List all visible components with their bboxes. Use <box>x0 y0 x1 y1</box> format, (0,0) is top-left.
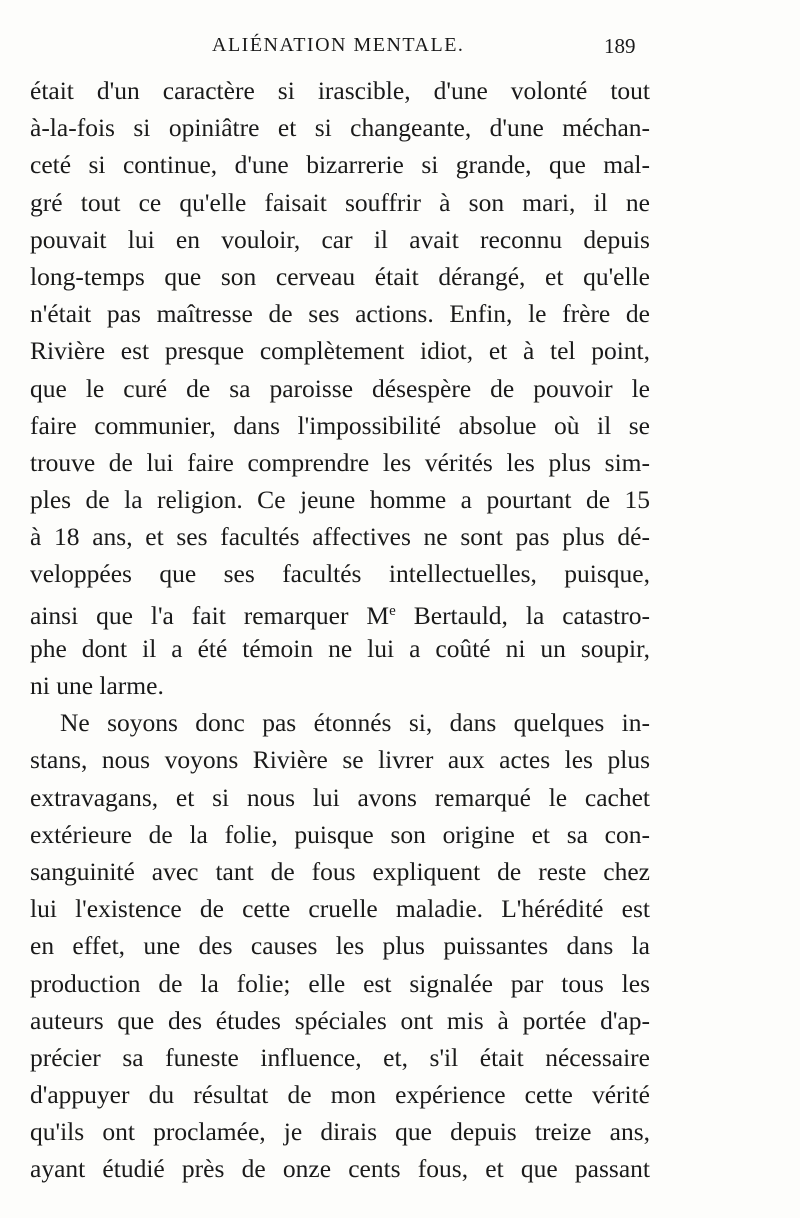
text-segment: Bertauld, la catastro- <box>395 600 650 630</box>
body-text <box>30 72 650 1188</box>
text-line: d'appuyer du résultat de mon expérience cette vérité <box>30 1080 650 1110</box>
text-line: extérieure de la folie, puisque son origine et sa con- <box>30 819 650 849</box>
text-line: extravagans, et si nous lui avons remarqué le cachet <box>30 782 650 812</box>
running-title: ALIÉNATION MENTALE. <box>212 34 465 56</box>
paragraph-2 <box>30 704 650 1187</box>
text-line: ceté si continue, d'une bizarrerie si grande, que mal- <box>30 150 650 180</box>
running-head <box>0 28 800 64</box>
text-line: était d'un caractère si irascible, d'une volonté tout <box>30 76 650 105</box>
text-line: n'était pas maîtresse de ses actions. Enfin, le frère de <box>30 299 650 329</box>
text-segment: ainsi que l'a fait remarquer M <box>30 600 390 630</box>
text-line: en effet, une des causes les plus puissantes dans la <box>30 931 650 961</box>
text-line: trouve de lui faire comprendre les vérités les plus sim- <box>30 447 650 477</box>
text-line: auteurs que des études spéciales ont mis à portée d'ap- <box>30 1005 650 1035</box>
text-line: ayant étudié près de onze cents fous, et que passant <box>30 1154 650 1184</box>
paragraph-1 <box>30 72 650 704</box>
text-line: ples de la religion. Ce jeune homme a pourtant de 15 <box>30 485 650 515</box>
text-line: pouvait lui en vouloir, car il avait reconnu depuis <box>30 224 650 254</box>
text-line: Rivière est presque complètement idiot, et à tel point, <box>30 336 650 366</box>
text-line: faire communier, dans l'impossibilité absolue où il se <box>30 410 650 440</box>
text-line: production de la folie; elle est signalée par tous les <box>30 968 650 998</box>
text-line: qu'ils ont proclamée, je dirais que depuis treize ans, <box>30 1117 650 1147</box>
text-line: long-temps que son cerveau était dérangé, et qu'elle <box>30 261 650 291</box>
text-line: sanguinité avec tant de fous expliquent de reste chez <box>30 856 650 886</box>
text-line <box>30 593 650 630</box>
text-line: précier sa funeste influence, et, s'il était nécessaire <box>30 1042 650 1072</box>
text-line: à-la-fois si opiniâtre et si changeante, d'une méchan- <box>30 113 650 143</box>
text-line: stans, nous voyons Rivière se livrer aux actes les plus <box>30 745 650 775</box>
text-line: que le curé de sa paroisse désespère de pouvoir le <box>30 373 650 403</box>
superscript: e <box>389 602 396 619</box>
text-line: veloppées que ses facultés intellectuelles, puisque, <box>30 559 650 589</box>
text-line: gré tout ce qu'elle faisait souffrir à son mari, il ne <box>30 187 650 217</box>
text-line: Ne soyons donc pas étonnés si, dans quelques in- <box>60 708 650 738</box>
text-line: phe dont il a été témoin ne lui a coûté ni un soupir, <box>30 633 650 663</box>
text-line: à 18 ans, et ses facultés affectives ne sont pas plus dé- <box>30 522 650 552</box>
page-number: 189 <box>604 34 636 58</box>
text-line: ni une larme. <box>30 671 164 700</box>
text-line: lui l'existence de cette cruelle maladie. L'hérédité est <box>30 894 650 924</box>
